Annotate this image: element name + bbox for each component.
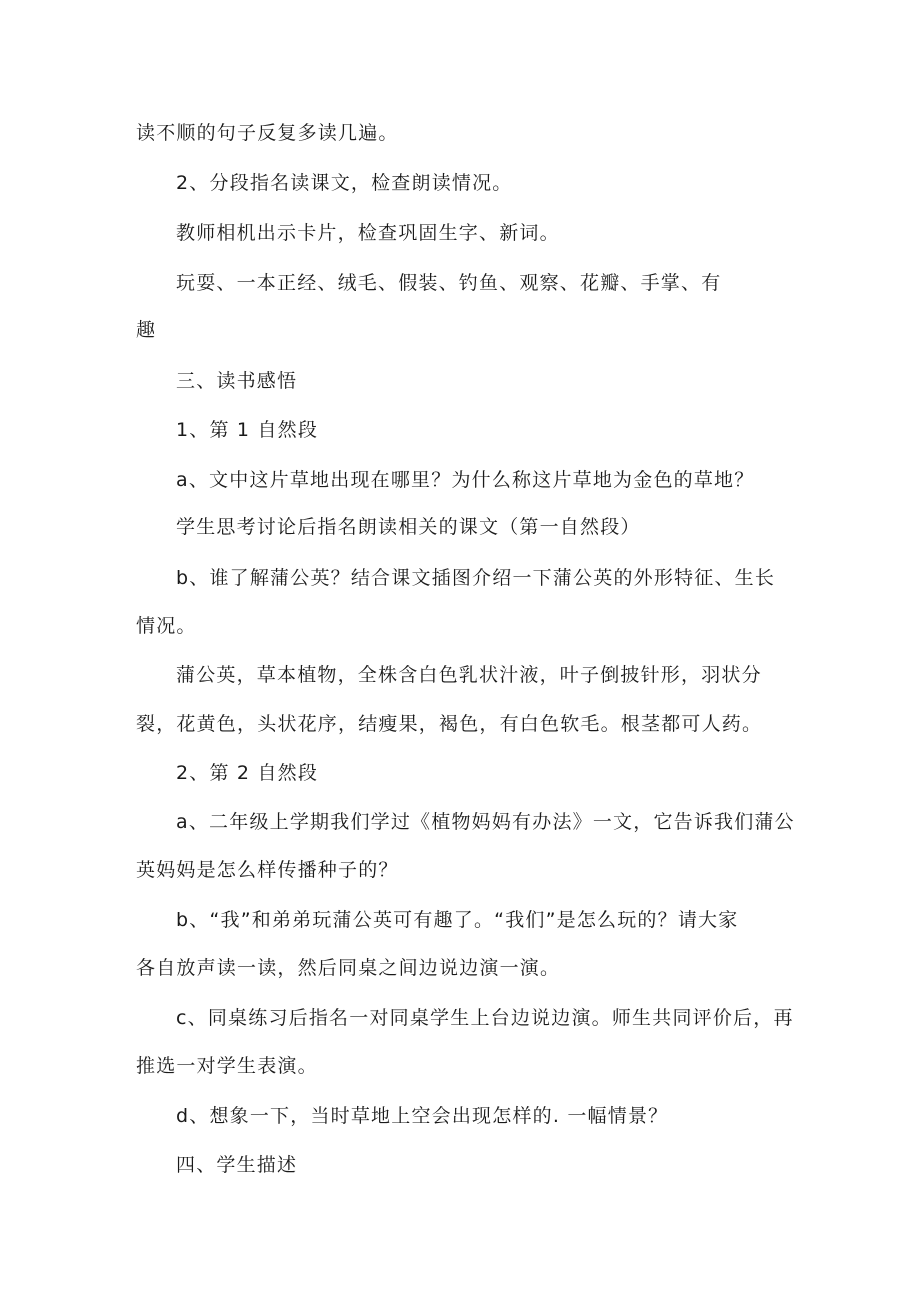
- text-line-question-c2-cont: 推选一对学生表演。: [136, 1055, 318, 1077]
- text-line-question-a1: a、文中这片草地出现在哪里？为什么称这片草地为金色的草地？: [176, 469, 755, 491]
- text-line-reread: 读不顺的句子反复多读几遍。: [136, 122, 399, 144]
- text-line-question-b2-cont: 各自放声读一读，然后同桌之间边说边演一演。: [136, 957, 561, 979]
- text-line-step-2-read-by-paragraph: 2、分段指名读课文，检查朗读情况。: [176, 172, 513, 194]
- text-line-vocabulary: 玩耍、一本正经、绒毛、假装、钓鱼、观察、花瓣、手掌、有: [176, 272, 722, 294]
- text-line-question-b1: b、谁了解蒲公英？结合课文插图介绍一下蒲公英的外形特征、生长: [176, 567, 776, 589]
- text-line-dandelion-desc: 蒲公英，草本植物，全株含白色乳状汁液，叶子倒披针形，羽状分: [176, 664, 762, 686]
- text-line-teacher-cards: 教师相机出示卡片，检查巩固生字、新词。: [176, 222, 560, 244]
- text-line-student-discussion: 学生思考讨论后指名朗读相关的课文（第一自然段）: [176, 516, 641, 538]
- text-line-question-c2: c、同桌练习后指名一对同桌学生上台边说边演。师生共同评价后，再: [176, 1007, 794, 1029]
- subheading-paragraph-2: 2、第 2 自然段: [176, 762, 319, 784]
- text-line-question-a2-cont: 英妈妈是怎么样传播种子的？: [136, 859, 399, 881]
- text-line-question-a2: a、二年级上学期我们学过《植物妈妈有办法》一文，它告诉我们蒲公: [176, 811, 795, 833]
- section-heading-reading-insight: 三、读书感悟: [176, 370, 298, 392]
- text-line-question-b2: b、“我”和弟弟玩蒲公英可有趣了。“我们”是怎么玩的？请大家: [176, 909, 739, 931]
- subheading-paragraph-1: 1、第 1 自然段: [176, 419, 319, 441]
- section-heading-student-description: 四、学生描述: [176, 1154, 298, 1176]
- text-line-vocabulary-cont: 趣: [136, 319, 157, 341]
- text-line-dandelion-desc-cont: 裂，花黄色，头状花序，结瘦果，褐色，有白色软毛。根茎都可人药。: [136, 713, 763, 735]
- text-line-question-d2: d、想象一下，当时草地上空会出现怎样的. 一幅情景？: [176, 1105, 669, 1127]
- text-line-question-b1-cont: 情况。: [136, 615, 197, 637]
